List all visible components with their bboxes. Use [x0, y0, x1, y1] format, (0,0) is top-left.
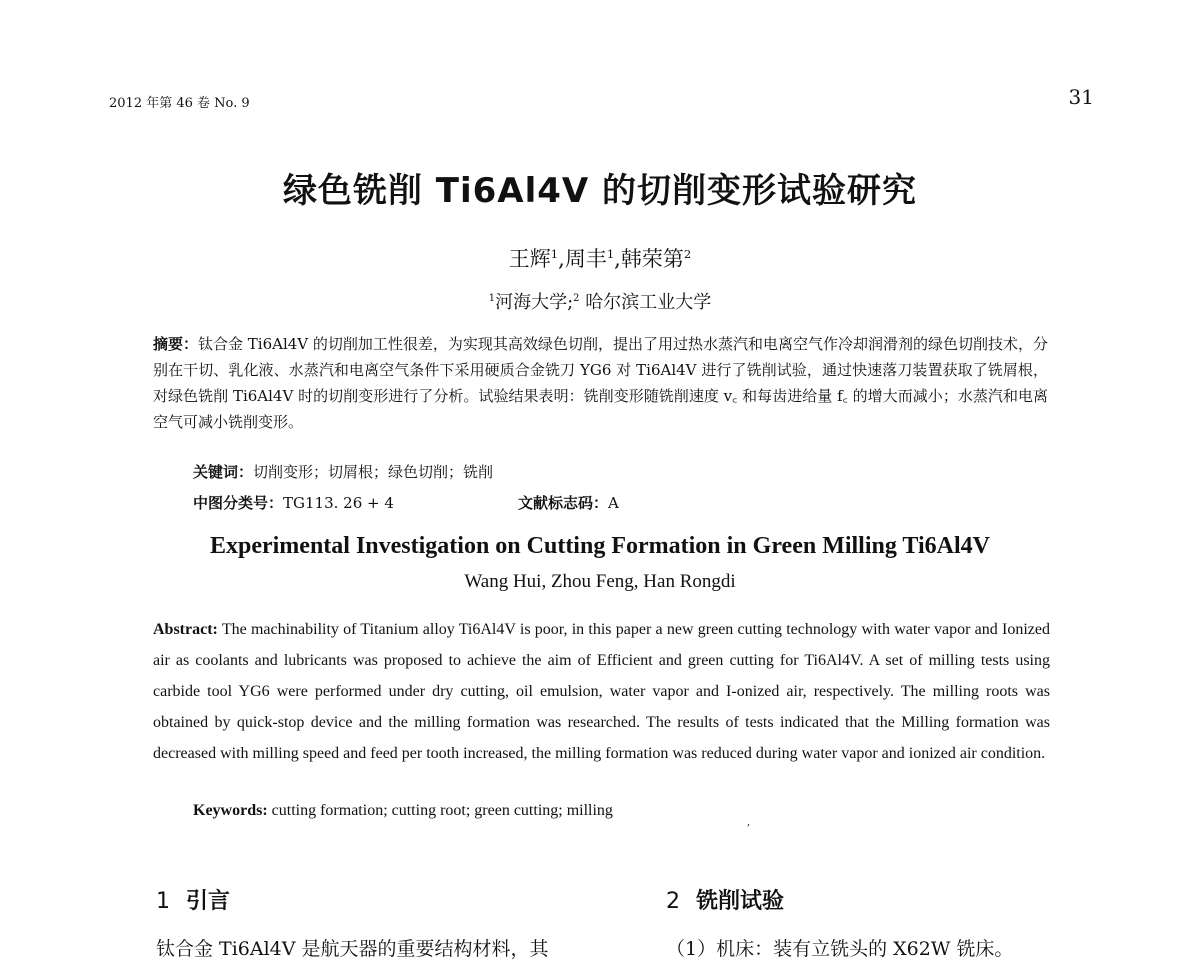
author-name: 王辉 [508, 247, 551, 271]
keywords-en [193, 802, 613, 820]
section-1-first-line: 钛合金 Ti6Al4V 是航天器的重要结构材料，其 [156, 938, 549, 960]
section-number: 1 [156, 889, 170, 914]
affiliation-sup: 2 [573, 293, 580, 304]
abstract-zh-label: 摘要： [153, 335, 199, 353]
classification-value: TG113. 26 + 4 [283, 494, 394, 512]
classification-code [193, 492, 394, 513]
abstract-en-label: Abstract: [153, 621, 218, 638]
paper-title-zh: 绿色铣削 Ti6Al4V 的切削变形试验研究 [282, 171, 918, 211]
authors-zh: 王辉$^1$,周丰$^1$,韩荣第$^2$ [508, 247, 692, 271]
affiliation-sup: 1 [488, 293, 496, 304]
keywords-zh-text: 切削变形；切屑根；绿色切削；铣削 [253, 463, 494, 481]
author-sup: 1 [606, 247, 615, 261]
abstract-zh [153, 331, 1048, 435]
section-2-first-line: （1）机床：装有立铣头的 X62W 铣床。 [666, 938, 1014, 960]
keywords-en-text: cutting formation; cutting root; green cutting; milling [271, 802, 613, 819]
section-title: 引言 [186, 889, 231, 914]
section-2-heading [666, 884, 784, 915]
abstract-zh-text: 钛合金 Ti6Al4V 的切削加工性很差，为实现其高效绿色切削，提出了用过热水蒸汽和电离空气作冷却润滑剂的绿色切削技术，分别在干切、乳化液、水蒸汽和电离空气条件下采用硬质合金铣刀 YG6 对 Ti6Al4V 进行了铣削试验，通过快速落刀装置获取了铣屑根，对绿色铣削 Ti6Al4V 时的切削变形进行了分析。试验结果表明：铣削变形随铣削速度 v꜀ 和每齿进给量 f꜀ 的增大而减小；水蒸汽和电离空气可减小铣削变形。 [153, 335, 1048, 431]
journal-issue: 2012 年第 46 卷 No. 9 [109, 96, 250, 111]
author-sup: 1 [550, 247, 559, 261]
author-name: 韩荣第 [620, 247, 684, 271]
keywords-zh [193, 461, 493, 482]
document-code-value: A [608, 494, 619, 512]
section-number: 2 [666, 889, 680, 914]
section-title: 铣削试验 [696, 889, 785, 914]
abstract-en [153, 614, 1050, 769]
abstract-en-text: The machinability of Titanium alloy Ti6Al4V is poor, in this paper a new green cutting technology with water vapor and Ionized air as coolants and lubricants was proposed to achieve the aim of Efficient and green cutting for Ti6Al4V. A set of milling tests using carbide tool YG6 were performed under dry cutting, oil emulsion, water vapor and I-onized air, respectively. The milling roots was obtained by quick-stop device and the milling formation was researched. The results of tests indicated that the Milling formation was decreased with milling speed and feed per tooth increased, the milling formation was reduced during water vapor and ionized air condition. [153, 621, 1050, 762]
affiliation-name: 哈尔滨工业大学 [585, 292, 712, 313]
section-1-heading [156, 884, 230, 915]
page-number: 31 [1068, 85, 1094, 109]
author-name: 周丰 [564, 247, 607, 271]
stray-mark: , [747, 817, 751, 828]
keywords-en-label: Keywords: [193, 802, 268, 819]
classification-label: 中图分类号： [193, 494, 284, 512]
document-code [518, 492, 619, 513]
document-code-label: 文献标志码： [518, 494, 609, 512]
affiliation-name: 河海大学 [495, 292, 568, 313]
paper-title-en: Experimental Investigation on Cutting Formation in Green Milling Ti6Al4V [209, 533, 991, 559]
affiliations-zh: $^1$河海大学;$^2$ 哈尔滨工业大学 [488, 292, 712, 313]
author-sup: 2 [683, 247, 692, 261]
keywords-zh-label: 关键词： [193, 463, 254, 481]
authors-en: Wang Hui, Zhou Feng, Han Rongdi [464, 571, 736, 592]
